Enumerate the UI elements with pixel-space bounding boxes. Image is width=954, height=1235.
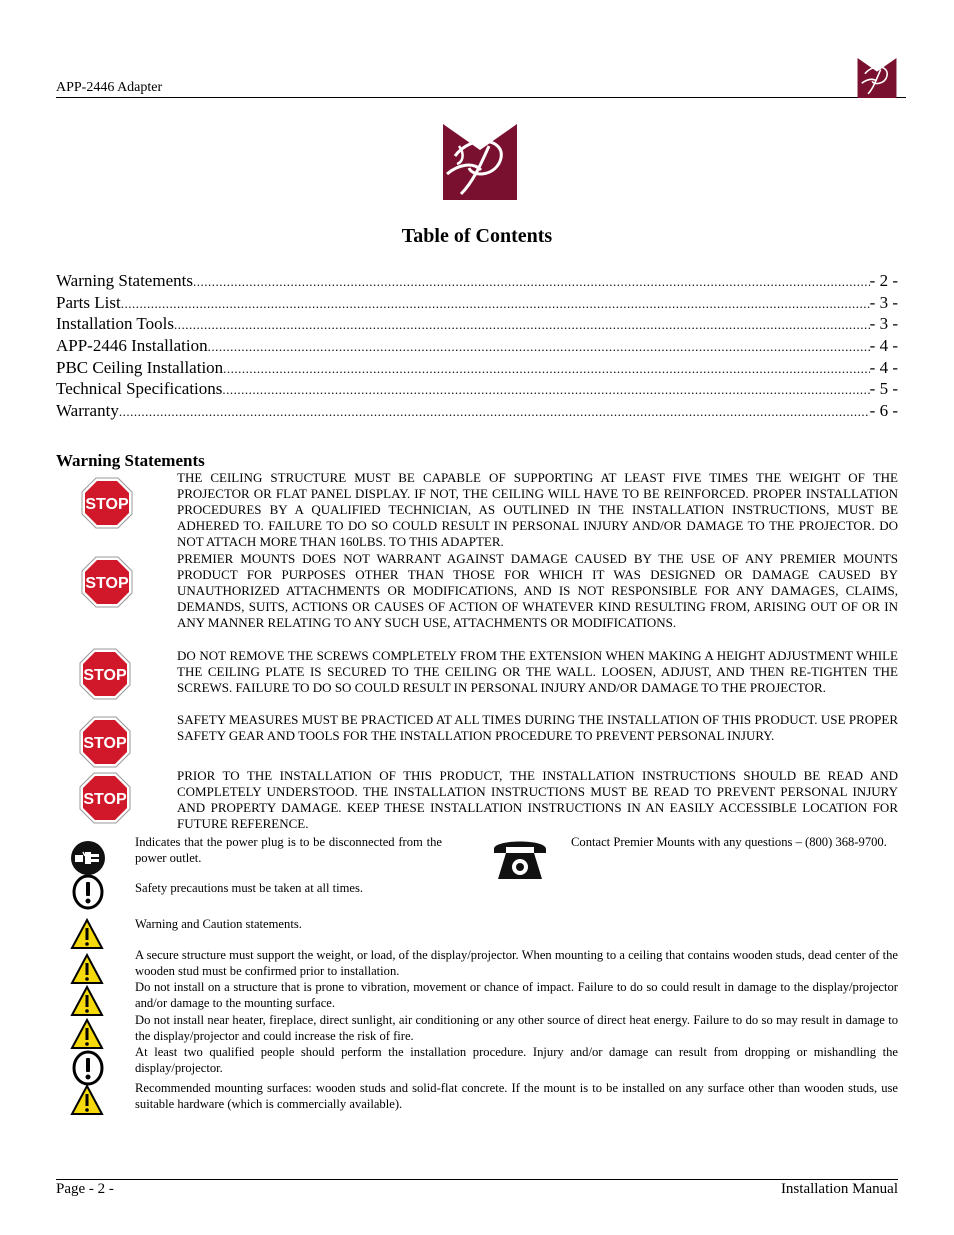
toc-entry-page: - 5 - xyxy=(869,379,898,399)
warning-statement: SAFETY MEASURES MUST BE PRACTICED AT ALL TIMES DURING THE INSTALLATION OF THIS PRODUCT. USE PROPER SAFETY GEAR AND TOOLS FOR THE INSTALLATION PROCEDURE TO PREVENT PERSONAL INJURY. xyxy=(177,712,898,744)
toc-entry-label: Installation Tools xyxy=(56,314,174,334)
premier-logo-icon xyxy=(856,58,898,98)
safety-note: Safety precautions must be taken at all times. xyxy=(135,881,364,895)
header-title: APP-2446 Adapter xyxy=(56,80,163,95)
toc-entry-page: - 3 - xyxy=(869,314,898,334)
stop-sign-icon xyxy=(79,716,131,768)
warning-triangle-icon xyxy=(70,985,104,1022)
contact-note: Contact Premier Mounts with any questions – (800) 368-9700. xyxy=(571,835,887,849)
toc-entry[interactable] xyxy=(56,378,898,400)
toc-dot-leader xyxy=(174,314,870,336)
toc-entry[interactable] xyxy=(56,292,898,314)
warning-triangle-icon xyxy=(70,918,104,955)
toc-entry-label: Warning Statements xyxy=(56,271,193,290)
stop-sign-label: STOP xyxy=(83,735,127,752)
toc-dot-leader xyxy=(193,271,870,293)
toc-title: Table of Contents xyxy=(401,225,553,247)
toc-entry-label: PBC Ceiling Installation xyxy=(56,357,224,377)
stop-sign-icon xyxy=(81,477,133,529)
precaution-item: At least two qualified people should perform the installation procedure. Injury and/or damage can result from dropping or mishandling the display/projector. xyxy=(135,1045,898,1075)
warning-statement: PRIOR TO THE INSTALLATION OF THIS PRODUCT, THE INSTALLATION INSTRUCTIONS SHOULD BE READ AND COMPLETELY UNDERSTOOD. THE INSTALLATION INSTRUCTIONS MUST BE READ TO PREVENT PERSONAL INJURY AND PROPERTY DAMAGE. KEEP THESE INSTALLATION INSTRUCTIONS IN AN EASILY ACCESSIBLE LOCATION FOR FUTURE REFERENCE. xyxy=(177,768,898,832)
header-divider xyxy=(56,97,906,98)
toc-dot-leader xyxy=(222,379,869,401)
precaution-item: Recommended mounting surfaces: wooden studs and solid-flat concrete. If the mount is to be installed on any surface other than wooden studs, use suitable hardware (which is commercially available). xyxy=(135,1081,898,1111)
toc-dot-leader xyxy=(121,293,870,315)
stop-sign-label: STOP xyxy=(85,575,129,592)
stop-sign-label: STOP xyxy=(83,791,127,808)
toc-entry-page: - 3 - xyxy=(869,292,898,312)
toc-dot-leader xyxy=(119,401,870,423)
toc-entry-label: Warranty xyxy=(56,401,119,421)
toc-entry-label: Parts List xyxy=(56,292,121,312)
power-plug-note: Indicates that the power plug is to be disconnected from the power outlet. xyxy=(135,835,442,865)
precaution-item: Do not install near heater, fireplace, direct sunlight, air conditioning or any other source of direct heat energy. Failure to do so may result in damage to the display/projector and could increase the risk of fire. xyxy=(135,1013,898,1043)
stop-sign-label: STOP xyxy=(85,496,129,513)
toc-entry[interactable] xyxy=(56,335,898,357)
toc-entry[interactable] xyxy=(56,357,898,379)
toc-entry-label: Technical Specifications xyxy=(56,379,223,399)
premier-logo-large-icon xyxy=(443,124,517,200)
warning-statement: PREMIER MOUNTS DOES NOT WARRANT AGAINST DAMAGE CAUSED BY THE USE OF ANY PREMIER MOUNTS PRODUCT FOR PURPOSES OTHER THAN THOSE FOR WHICH IT WAS DESIGNED OR DAMAGE CAUSED BY UNAUTHORIZED ATTACHMENTS OR MODIFICATIONS, AND IS NOT RESPONSIBLE FOR ANY DAMAGES, CLAIMS, DEMANDS, SUITS, ACTIONS OR CAUSES OF ACTION OF WHATEVER KIND RESULTING FROM, ARISING OUT OF OR IN ANY MANNER RELATING TO ANY SUCH USE, ATTACHMENTS OR MODIFICATIONS. xyxy=(177,551,898,631)
stop-sign-icon xyxy=(79,648,131,700)
precaution-item: Do not install on a structure that is prone to vibration, movement or chance of impact. Failure to do so could result in damage to the display/projector and/or damage to the mounting surface. xyxy=(135,980,898,1010)
telephone-icon xyxy=(492,837,548,886)
precaution-item: A secure structure must support the weight, or load, of the display/projector. When mounting to a ceiling that contains wooden studs, dead center of the wooden stud must be confirmed prior to installation. xyxy=(135,948,898,978)
table-of-contents xyxy=(56,270,898,422)
toc-entry-page: - 6 - xyxy=(869,401,898,421)
toc-entry-page: - 4 - xyxy=(869,357,898,377)
footer-divider xyxy=(56,1179,898,1180)
toc-entry-page: - 2 - xyxy=(869,271,898,290)
caution-note: Warning and Caution statements. xyxy=(135,917,302,931)
stop-sign-icon xyxy=(81,556,133,608)
warning-statements-heading: Warning Statements xyxy=(56,451,205,470)
toc-dot-leader xyxy=(208,336,870,358)
toc-entry[interactable] xyxy=(56,270,898,292)
exclamation-circle-icon xyxy=(72,874,104,915)
warning-statement: DO NOT REMOVE THE SCREWS COMPLETELY FROM THE EXTENSION WHEN MAKING A HEIGHT ADJUSTMENT WHILE THE CEILING PLATE IS SECURED TO THE CEILING OR THE WALL. LOOSEN, ADJUST, AND THEN RE-TIGHTEN THE SCREWS. FAILURE TO DO SO COULD RESULT IN PERSONAL INJURY AND/OR DAMAGE TO THE PROJECTOR. xyxy=(177,648,898,696)
page-number: Page - 2 - xyxy=(56,1181,114,1197)
warning-triangle-icon xyxy=(70,1084,104,1121)
stop-sign-label: STOP xyxy=(83,667,127,684)
toc-entry[interactable] xyxy=(56,400,898,422)
stop-sign-icon xyxy=(79,772,131,824)
toc-entry-label: APP-2446 Installation xyxy=(56,336,208,356)
toc-entry-page: - 4 - xyxy=(869,336,898,356)
manual-title: Installation Manual xyxy=(780,1181,898,1197)
toc-dot-leader xyxy=(223,358,870,380)
warning-statement: THE CEILING STRUCTURE MUST BE CAPABLE OF SUPPORTING AT LEAST FIVE TIMES THE WEIGHT OF THE PROJECTOR OR FLAT PANEL DISPLAY. IF NOT, THE CEILING WILL HAVE TO BE REINFORCED. PROPER INSTALLATION PROCEDURES BY A QUALIFIED TECHNICIAN, AS OUTLINED IN THE INSTALLATION INSTRUCTIONS, MUST BE ADHERED TO. FAILURE TO DO SO COULD RESULT IN PERSONAL INJURY AND/OR DAMAGE TO THE PROJECTOR. DO NOT ATTACH MORE THAN 160LBS. TO THIS ADAPTER. xyxy=(177,470,898,550)
toc-entry[interactable] xyxy=(56,313,898,335)
